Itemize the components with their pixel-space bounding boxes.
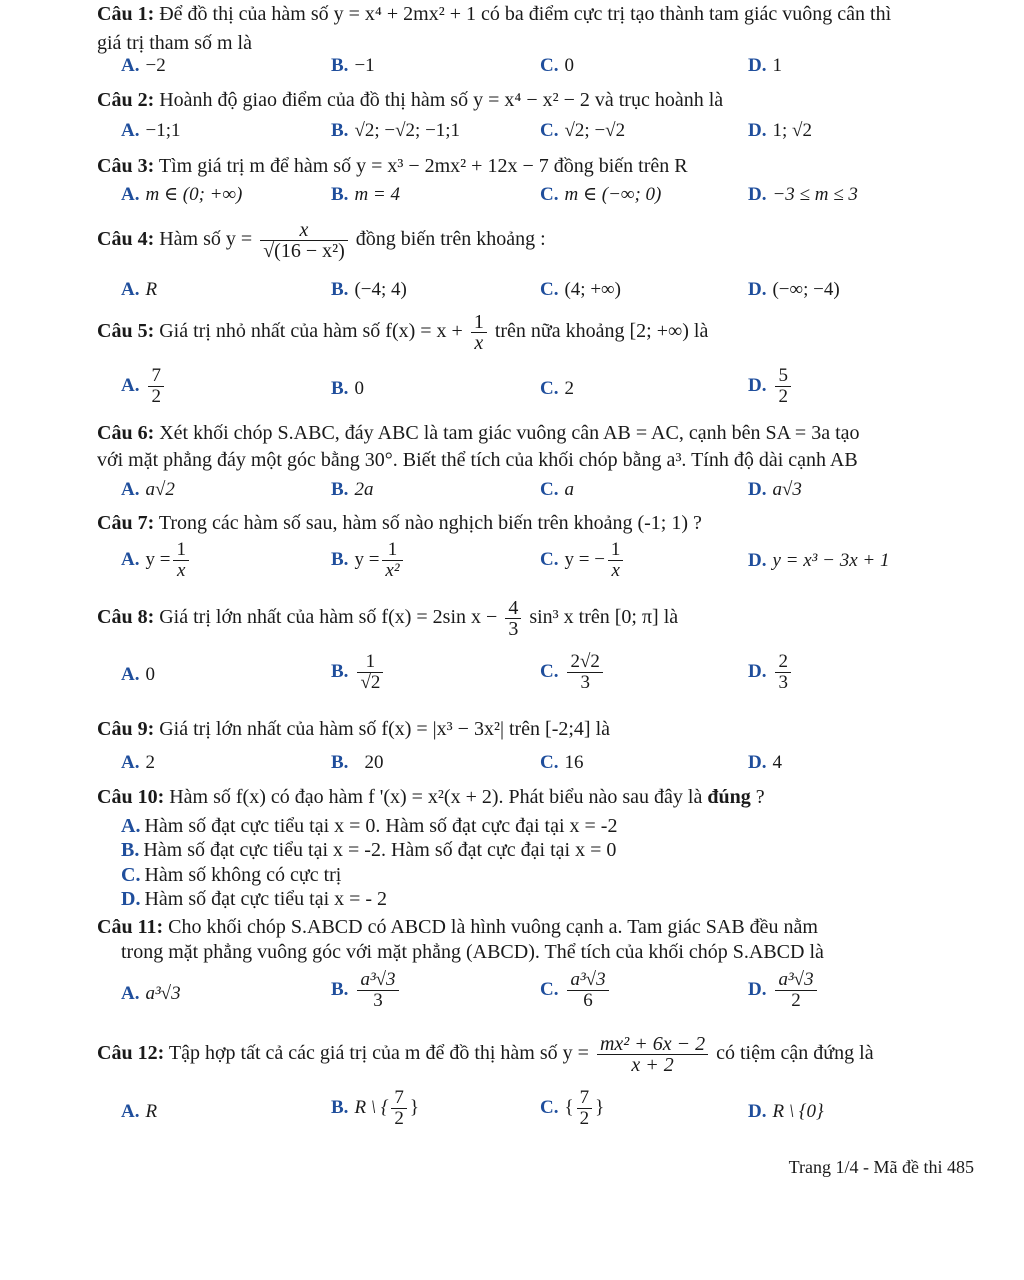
question-2: Câu 2: Hoành độ giao điểm của đồ thị hàm số y = x⁴ − x² − 2 và trục hoành là [97,89,724,111]
question-6-line2: với mặt phẳng đáy một góc bằng 30°. Biết thể tích của khối chóp bằng a³. Tính độ dài cạnh AB [97,449,858,471]
option-a[interactable]: A. $\frac{7}{2}$ [121,366,167,407]
option-a[interactable]: A. Hàm số đạt cực tiểu tại x = 0. Hàm số đạt cực đại tại x = -2 [121,815,618,837]
option-b[interactable]: B. y = $\frac{1}{\text{x²}}$ [331,540,406,581]
question-1 [97,2,987,26]
option-b[interactable]: B. √2; −√2; −1;1 [331,120,461,141]
question-text-cont: giá trị tham số m là [97,32,252,54]
option-d[interactable]: D. (−∞; −4) [748,279,840,300]
question-10: Câu 10: Hàm số f(x) có đạo hàm f '(x) = x²(x + 2). Phát biểu nào sau đây là đúng ? [97,786,765,808]
fraction: $\frac{4}{3}$ [505,598,521,639]
fraction: $\frac{1}{x}$ [471,312,487,353]
option-b[interactable]: B. $\frac{1}{√2}$ [331,652,386,693]
question-label: Câu 1: [97,3,155,25]
option-d[interactable]: D. $\frac{2}{3}$ [748,652,794,693]
option-d[interactable]: D. Hàm số đạt cực tiểu tại x = - 2 [121,888,388,910]
option-c[interactable]: C. $\frac{2√2}{3}$ [540,652,606,693]
option-c[interactable]: C. 2 [540,378,574,399]
question-1-line2 [97,31,987,55]
question-6: Câu 6: Xét khối chóp S.ABC, đáy ABC là tam giác vuông cân AB = AC, cạnh bên SA = 3a tạo [97,422,860,444]
question-5: Câu 5: Giá trị nhỏ nhất của hàm số f(x) = x + $\frac{1}{x}$ trên nữa khoảng [2; +∞) là [97,311,709,354]
option-b[interactable]: B. m = 4 [331,184,400,205]
question-11: Câu 11: Cho khối chóp S.ABCD có ABCD là hình vuông cạnh a. Tam giác SAB đều nằm [97,916,818,938]
option-c[interactable]: C. (4; +∞) [540,279,621,300]
option-b[interactable]: B. −1 [331,55,375,76]
option-a[interactable]: A. −2 [121,55,166,76]
question-4: Câu 4: Hàm số y = $\frac{x}{\text{√(16 − x²)}}$ đồng biến trên khoảng : [97,219,546,262]
option-c[interactable]: C. y = − $\frac{1}{x}$ [540,540,626,581]
option-a[interactable]: A. R [121,1101,158,1122]
fraction: $\frac{\text{mx² + 6x − 2}}{x + 2}$ [597,1034,708,1075]
question-12: Câu 12: Tập hợp tất cả các giá trị của m để đồ thị hàm số y = $\frac{\text{mx² + 6x − 2}}{x + 2}$ có tiệm cận đứng là [97,1033,874,1076]
question-3: Câu 3: Tìm giá trị m để hàm số y = x³ − 2mx² + 12x − 7 đồng biến trên R [97,155,688,177]
option-b[interactable]: B. 0 [331,378,364,399]
page-footer: Trang 1/4 - Mã đề thi 485 [788,1157,974,1177]
question-text: Để đồ thị của hàm số y = x⁴ + 2mx² + 1 có ba điểm cực trị tạo thành tam giác vuông cân thì [159,3,892,25]
question-9: Câu 9: Giá trị lớn nhất của hàm số f(x) = |x³ − 3x²| trên [-2;4] là [97,718,611,740]
option-d[interactable]: D. 1; √2 [748,120,812,141]
option-c[interactable]: C. √2; −√2 [540,120,626,141]
option-a[interactable]: A. −1;1 [121,120,181,141]
option-d[interactable]: D. $\frac{5}{2}$ [748,366,794,407]
option-a[interactable]: A. a³√3 [121,983,181,1004]
option-a[interactable]: A. 0 [121,664,155,685]
option-b[interactable]: B. 20 [331,752,384,773]
option-c[interactable]: C. { $\frac{7}{2}$ } [540,1087,605,1129]
question-11-line2: trong mặt phẳng vuông góc với mặt phẳng (ABCD). Thể tích của khối chóp S.ABCD là [121,941,824,963]
question-8: Câu 8: Giá trị lớn nhất của hàm số f(x) = 2sin x − $\frac{4}{3}$ sin³ x trên [0; π] là [97,597,679,640]
option-c[interactable]: C. m ∈ (−∞; 0) [540,184,662,205]
option-d[interactable]: D. y = x³ − 3x + 1 [748,550,890,571]
option-c[interactable]: C. $\frac{\text{a³√3}}{6}$ [540,970,612,1011]
option-d[interactable]: D. a√3 [748,479,802,500]
option-b[interactable]: B. Hàm số đạt cực tiểu tại x = -2. Hàm số đạt cực đại tại x = 0 [121,839,617,861]
option-b[interactable]: B. $\frac{\text{a³√3}}{3}$ [331,970,402,1011]
question-text: Hoành độ giao điểm của đồ thị hàm số y = x⁴ − x² − 2 và trục hoành là [159,89,724,111]
option-d[interactable]: D. R \ {0} [748,1101,824,1122]
option-a[interactable]: A. R [121,279,158,300]
fraction: $\frac{x}{\text{√(16 − x²)}}$ [260,220,348,261]
option-b[interactable]: B. 2a [331,479,374,500]
option-a[interactable]: A. 2 [121,752,155,773]
option-d[interactable]: D. $\frac{\text{a³√3}}{2}$ [748,970,820,1011]
option-a[interactable]: A. y = $\frac{1}{x}$ [121,540,192,581]
option-c[interactable]: C. 16 [540,752,584,773]
option-c[interactable]: C. a [540,479,574,500]
option-a[interactable]: A. m ∈ (0; +∞) [121,184,243,205]
option-d[interactable]: D. −3 ≤ m ≤ 3 [748,184,858,205]
option-b[interactable]: B. (−4; 4) [331,279,407,300]
option-a[interactable]: A. a√2 [121,479,175,500]
question-text: Tìm giá trị m để hàm số y = x³ − 2mx² + 12x − 7 đồng biến trên R [158,155,688,177]
option-b[interactable]: B. R \ { $\frac{7}{2}$ } [331,1087,420,1129]
option-d[interactable]: D. 4 [748,752,782,773]
option-c[interactable]: C. Hàm số không có cực trị [121,864,342,886]
question-7: Câu 7: Trong các hàm số sau, hàm số nào nghịch biến trên khoảng (-1; 1) ? [97,512,702,534]
option-d[interactable]: D. 1 [748,55,782,76]
option-c[interactable]: C. 0 [540,55,574,76]
